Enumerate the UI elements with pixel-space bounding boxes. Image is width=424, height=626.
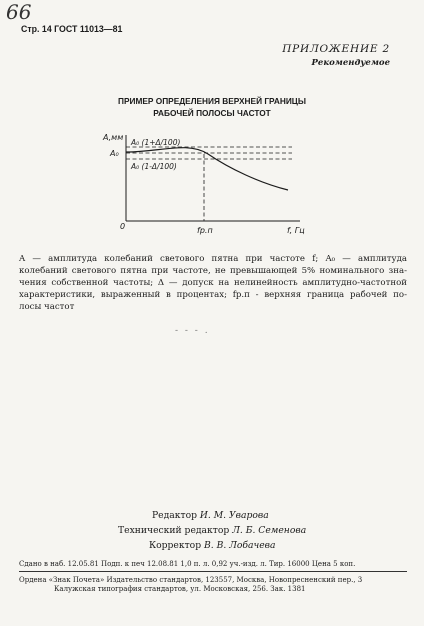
a0-label: A₀ bbox=[110, 149, 119, 158]
caption-line-3: чения собственной частоты; Δ — допуск на нелинейность амплитудно-частотной bbox=[19, 278, 407, 288]
appendix-title: ПРИЛОЖЕНИЕ 2 bbox=[282, 43, 390, 55]
caption-line-5: лосы частот bbox=[19, 302, 75, 312]
editor-credit bbox=[152, 510, 269, 521]
handwritten-page-mark: 66 bbox=[6, 0, 32, 24]
editor-name: И. М. Уварова bbox=[199, 510, 269, 521]
caption-line-1: A — амплитуда колебаний светового пятна при частоте f; A₀ — амплитуда bbox=[19, 254, 407, 264]
corrector-name: В. В. Лобачева bbox=[204, 540, 276, 551]
example-title-line-2: РАБОЧЕЙ ПОЛОСЫ ЧАСТОТ bbox=[153, 108, 271, 118]
y-axis-label: A,мм bbox=[103, 133, 124, 142]
imprint-publisher: Ордена «Знак Почета» Издательство стандартов, 123557, Москва, Новопресненский пер., 3 bbox=[19, 576, 363, 584]
separator-mark: - - - . bbox=[175, 326, 210, 336]
editor-role: Редактор bbox=[152, 510, 197, 521]
caption-line-4: характеристики, выраженный в процентах; fр.п - верхняя граница рабочей по- bbox=[19, 290, 407, 300]
imprint-print-data: Сдано в наб. 12.05.81 Подп. к печ 12.08.81 1,0 п. л. 0,92 уч.-изд. л. Тир. 16000 Цена 5 коп. bbox=[19, 560, 356, 568]
imprint-printer: Калужская типография стандартов, ул. Московская, 256. Зак. 1381 bbox=[54, 585, 306, 593]
corrector-role: Корректор bbox=[149, 540, 202, 551]
appendix-subtitle: Рекомендуемое bbox=[311, 58, 390, 68]
imprint-divider bbox=[19, 571, 407, 572]
tech-editor-credit bbox=[118, 525, 306, 536]
x-axis-label: f, Гц bbox=[287, 226, 305, 235]
tech-editor-role: Технический редактор bbox=[118, 525, 230, 536]
tech-editor-name: Л. Б. Семенова bbox=[232, 525, 307, 536]
figure-caption bbox=[19, 253, 407, 313]
corrector-credit bbox=[149, 540, 275, 551]
y-origin-label: 0 bbox=[120, 222, 126, 231]
lower-tolerance-label: A₀ (1-Δ/100) bbox=[131, 162, 177, 171]
example-title-line-1: ПРИМЕР ОПРЕДЕЛЕНИЯ ВЕРХНЕЙ ГРАНИЦЫ bbox=[118, 96, 306, 106]
page-header: Стр. 14 ГОСТ 11013—81 bbox=[21, 24, 123, 34]
upper-tolerance-label: A₀ (1+Δ/100) bbox=[131, 138, 181, 147]
cutoff-label: fр.п bbox=[197, 226, 213, 235]
caption-line-2: колебаний светового пятна при частоте, не превышающей 5% номинального зна- bbox=[19, 266, 407, 276]
frequency-response-figure bbox=[100, 125, 320, 243]
